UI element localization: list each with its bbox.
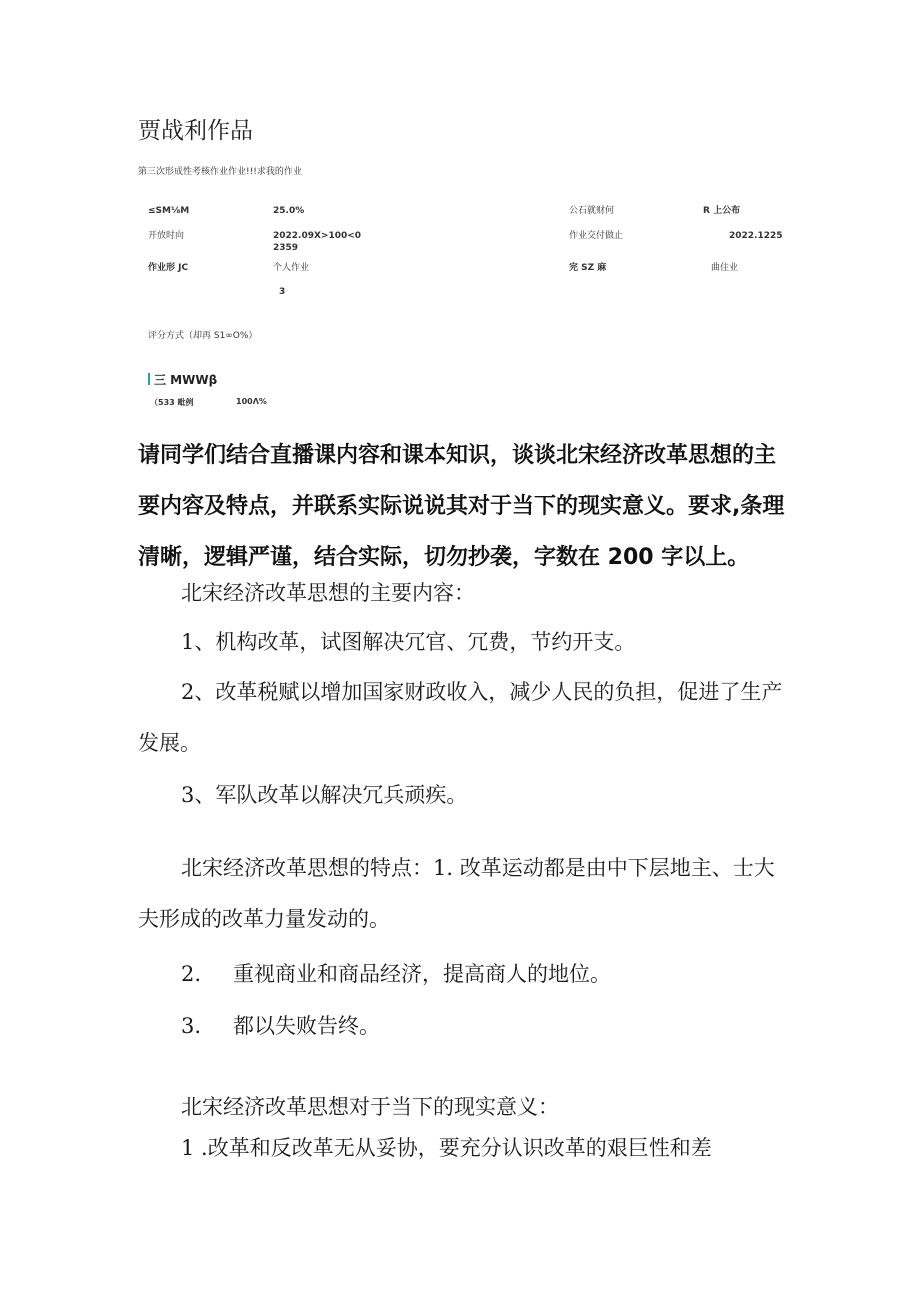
- content-item-2: 2、改革税赋以增加国家财政收入，减少人民的负担，促进了生产发展。: [138, 680, 783, 755]
- meta-label-publish: 公石就财何: [569, 206, 615, 216]
- accent-bar: [148, 373, 150, 385]
- meta-value-form: 个人作业: [273, 263, 310, 273]
- meta-extra-number: 3: [279, 287, 286, 297]
- page-title: 贾战利作品: [138, 118, 253, 144]
- meta-label-complete: 完 SZ 麻: [569, 263, 607, 273]
- meaning-item-1: 1 .改革和反改革无从妥协，要充分认识改革的艰巨性和差: [181, 1136, 712, 1160]
- meta-value-weight: 25.0%: [273, 206, 305, 216]
- meta-value-complete: 曲住业: [711, 263, 739, 273]
- question-prompt: 请同学们结合直播课内容和课本知识，谈谈北宋经济改革思想的主要内容及特点，并联系实际说说其对于当下的现实意义。要求,条理清晰，逻辑严谨，结合实际，切勿抄袭，字数在 200 字以上。: [138, 443, 785, 570]
- meta-label-form: 作业形 JC: [148, 263, 189, 273]
- features-item-2: 2. 重视商业和商品经济，提高商人的地位。: [181, 962, 611, 986]
- assignment-subtitle: 第三次形成性考核作业作业!!!求我的作业: [138, 167, 302, 177]
- features-item-3: 3. 都以失败告终。: [181, 1014, 380, 1038]
- scoring-method: 评分方式（却再 S1∞O%）: [148, 331, 258, 341]
- content-item-3: 3、军队改革以解决冗兵顽疾。: [181, 783, 468, 807]
- meta-value-deadline: 2022.1225: [729, 231, 783, 241]
- meaning-heading: 北宋经济改革思想对于当下的现实意义：: [181, 1095, 559, 1119]
- content-heading: 北宋经济改革思想的主要内容：: [181, 581, 475, 605]
- grading-heading: 三 MWWβ: [148, 371, 217, 388]
- meta-label-weight: ≤SM⅛M: [148, 206, 190, 216]
- features-paragraph: 北宋经济改革思想的特点：1. 改革运动都是由中下层地主、士大夫形成的改革力量发动的。: [138, 856, 775, 931]
- meta-label-deadline: 作业交付做止: [569, 231, 624, 241]
- meta-value-publish: R 上公布: [703, 206, 741, 216]
- content-item-1: 1、机构改革，试图解决冗官、冗费，节约开支。: [181, 630, 636, 654]
- grading-label: （533 毗例: [150, 398, 194, 407]
- meta-value-open-time: 2022.09X>100<0 2359: [273, 231, 362, 253]
- grading-value: 100Λ%: [236, 397, 267, 406]
- meta-label-open-time: 开放时向: [148, 231, 185, 241]
